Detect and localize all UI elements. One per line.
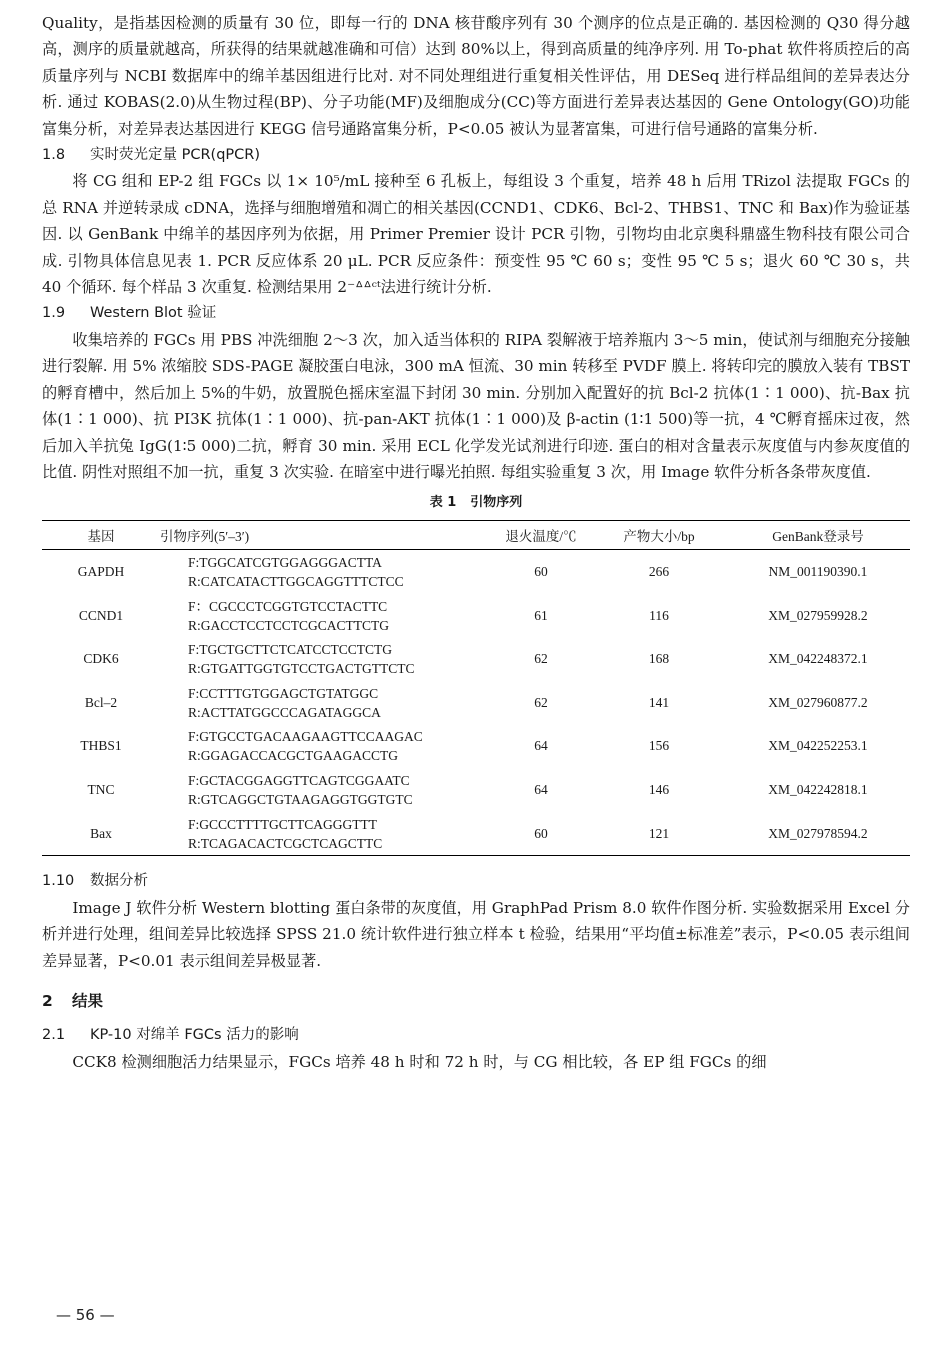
cell-accession: XM_042242818.1 bbox=[768, 782, 868, 798]
cell-size: 168 bbox=[648, 651, 670, 667]
section-1-8-paragraph: 将 CG 组和 EP-2 组 FGCs 以 1× 10⁵/mL 接种至 6 孔板上，每组设 3 个重复，培养 48 h 后用 TRizol 法提取 FGCs 的总 RNA 并逆转录成 cDNA，选择与细胞增殖和凋亡的相关基因(CCND1、CDK6、Bcl-2、THBS1、TNC 和 Bax)作为验证基因. 以 GenBank 中绵羊的基因序列为依据，用 Primer Premier 设计 PCR 引物，引物均由北京奥科鼎盛生物科技有限公司合成. 引物具体信息见表 1. PCR 反应体系 20 μL. PCR 反应条件：预变性 95 ℃ 60 s；变性 95 ℃ 5 s；退火 60 ℃ 30 s，共 40 个循环. 每个样品 3 次重复. 检测结果用 2⁻ᐞᐞᶜᵗ法进行统计分析. bbox=[42, 172, 910, 297]
cell-gene: Bax bbox=[42, 812, 160, 856]
cell-gene: THBS1 bbox=[80, 738, 122, 754]
reverse-primer: R:GTCAGGCTGTAAGAGGTGGTGTC bbox=[188, 792, 413, 808]
cell-accession: XM_027959928.2 bbox=[768, 607, 868, 623]
cell-gene: GAPDH bbox=[77, 564, 125, 580]
page-number: — 56 — bbox=[56, 1306, 115, 1324]
cell-accession: NM_001190390.1 bbox=[768, 564, 868, 580]
section-title: KP-10 对绵羊 FGCs 活力的影响 bbox=[90, 1027, 299, 1044]
table-caption bbox=[42, 491, 910, 510]
cell-temp: 64 bbox=[534, 782, 548, 798]
cell-temp: 60 bbox=[534, 564, 548, 580]
forward-primer: F：CGCCCTCGGTGTCCTACTTC bbox=[188, 598, 388, 614]
section-title: 数据分析 bbox=[90, 873, 148, 890]
cell-sequence bbox=[160, 725, 490, 769]
cell-gene: CDK6 bbox=[83, 651, 119, 667]
section-1-8-heading bbox=[42, 142, 910, 168]
cell-temp: 60 bbox=[490, 812, 592, 856]
reverse-primer: R:GACCTCCTCCTCGCACTTCTG bbox=[188, 617, 390, 633]
section-2-1-paragraph: CCK8 检测细胞活力结果显示，FGCs 培养 48 h 时和 72 h 时，与 CG 相比较，各 EP 组 FGCs 的细 bbox=[72, 1052, 767, 1071]
cell-size: 156 bbox=[648, 738, 670, 754]
header-sequence: 引物序列(5′–3′) bbox=[160, 521, 490, 550]
paper-page bbox=[42, 10, 910, 1075]
section-number: 2.1 bbox=[42, 1027, 66, 1044]
forward-primer: F:GCCCTTTTGCTTCAGGGTTT bbox=[188, 816, 377, 832]
cell-temp: 64 bbox=[534, 738, 548, 754]
primer-table bbox=[42, 520, 910, 856]
reverse-primer: R:GGAGACCACGCTGAAGACCTG bbox=[188, 748, 399, 764]
table-label: 表 1 bbox=[429, 495, 457, 511]
cell-temp: 61 bbox=[534, 607, 548, 623]
cell-temp: 62 bbox=[534, 694, 548, 710]
section-1-9-heading bbox=[42, 300, 910, 326]
section-1-10-heading bbox=[42, 868, 910, 894]
table-row bbox=[42, 725, 910, 769]
section-1-10-paragraph: Image J 软件分析 Western blotting 蛋白条带的灰度值，用 GraphPad Prism 8.0 软件作图分析. 实验数据采用 Excel 分析并进行处理，组间差异比较选择 SPSS 21.0 统计软件进行独立样本 t 检验，结果用“平均值±标准差”表示，P<0.05 表示组间差异显著，P<0.01 表示组间差异极显著. bbox=[42, 898, 910, 970]
header-annealing-temp: 退火温度/℃ bbox=[490, 521, 592, 550]
intro-paragraph: Quality，是指基因检测的质量有 30 位，即每一行的 DNA 核苷酸序列有 30 个测序的位点是正确的. 基因检测的 Q30 得分越高，测序的质量就越高，所获得的结果就越准确和可信）达到 80%以上，得到高质量的纯净序列. 用 To-phat 软件将质控后的高质量序列与 NCBI 数据库中的绵羊基因组进行比对. 对不同处理组进行重复相关性评估，用 DESeq 进行样品组间的差异表达分析. 通过 KOBAS(2.0)从生物过程(BP)、分子功能(MF)及细胞成分(CC)等方面进行差异表达基因的 Gene Ontology(GO)功能富集分析，对差异表达基因进行 KEGG 信号通路富集分析，P<0.05 被认为显著富集，可进行信号通路的富集分析. bbox=[42, 14, 910, 138]
cell-gene: TNC bbox=[87, 782, 115, 798]
reverse-primer: R:CATCATACTTGGCAGGTTTCTCC bbox=[188, 574, 404, 590]
cell-accession: XM_042252253.1 bbox=[768, 738, 868, 754]
section-title: 结果 bbox=[72, 992, 104, 1011]
cell-size: 266 bbox=[648, 564, 670, 580]
reverse-primer: R:ACTTATGGCCCAGATAGGCA bbox=[188, 704, 381, 720]
table-row bbox=[42, 638, 910, 682]
forward-primer: F:GTGCCTGACAAGAAGTTCCAAGAC bbox=[188, 729, 423, 745]
cell-sequence bbox=[160, 812, 490, 856]
reverse-primer: R:GTGATTGGTGTCCTGACTGTTCTC bbox=[188, 661, 415, 677]
section-2-heading bbox=[42, 988, 910, 1014]
forward-primer: F:TGGCATCGTGGAGGGACTTA bbox=[188, 555, 382, 571]
header-gene: 基因 bbox=[42, 521, 160, 550]
section-1-9-paragraph: 收集培养的 FGCs 用 PBS 冲洗细胞 2～3 次，加入适当体积的 RIPA 裂解液于培养瓶内 3～5 min，使试剂与细胞充分接触进行裂解. 用 5% 浓缩胶 SDS-PAGE 凝胶蛋白电泳，300 mA 恒流、30 min 转移至 PVDF 膜上. 将转印完的膜放入装有 TBST 的孵育槽中，然后加上 5%的牛奶，放置脱色摇床室温下封闭 30 min. 分别加入配置好的抗 Bcl-2 抗体(1∶1 000)、抗-Bax 抗体(1∶1 000)、抗 PI3K 抗体(1∶1 000)、抗-pan-AKT 抗体(1∶1 000)及 β-actin (1∶1 500)等一抗，4 ℃孵育摇床过夜，然后加入羊抗兔 IgG(1∶5 000)二抗，孵育 30 min. 采用 ECL 化学发光试剂进行印迹. 蛋白的相对含量表示灰度值与内参灰度值的比值. 阴性对照组不加一抗，重复 3 次实验. 在暗室中进行曝光拍照. 每组实验重复 3 次，用 Image 软件分析各条带灰度值. bbox=[42, 330, 910, 481]
forward-primer: F:GCTACGGAGGTTCAGTCGGAATC bbox=[188, 773, 410, 789]
table-row bbox=[42, 768, 910, 812]
header-product-size: 产物大小/bp bbox=[592, 521, 726, 550]
section-2-1-heading bbox=[42, 1022, 910, 1048]
cell-sequence bbox=[160, 594, 490, 638]
table-row bbox=[42, 681, 910, 725]
forward-primer: F:CCTTTGTGGAGCTGTATGGC bbox=[188, 685, 379, 701]
forward-primer: F:TGCTGCTTCTCATCCTCCTCTG bbox=[188, 642, 393, 658]
cell-temp: 62 bbox=[534, 651, 548, 667]
cell-sequence bbox=[160, 550, 490, 594]
section-number: 2 bbox=[42, 992, 53, 1011]
cell-size: 116 bbox=[649, 607, 669, 623]
section-number: 1.8 bbox=[42, 147, 66, 164]
section-number: 1.9 bbox=[42, 305, 66, 322]
cell-sequence bbox=[160, 681, 490, 725]
table-title: 引物序列 bbox=[470, 495, 523, 511]
table-row bbox=[42, 812, 910, 856]
section-title: Western Blot 验证 bbox=[90, 305, 217, 322]
section-number: 1.10 bbox=[42, 873, 75, 890]
cell-size: 121 bbox=[592, 812, 726, 856]
table-row bbox=[42, 594, 910, 638]
table-header-row bbox=[42, 521, 910, 550]
cell-gene: Bcl–2 bbox=[84, 694, 118, 710]
cell-size: 141 bbox=[648, 694, 670, 710]
table-row bbox=[42, 550, 910, 594]
cell-sequence bbox=[160, 768, 490, 812]
cell-accession: XM_042248372.1 bbox=[768, 651, 868, 667]
reverse-primer: R:TCAGACACTCGCTCAGCTTC bbox=[188, 835, 383, 851]
cell-sequence bbox=[160, 638, 490, 682]
cell-size: 146 bbox=[648, 782, 670, 798]
cell-accession: XM_027960877.2 bbox=[768, 694, 868, 710]
section-title: 实时荧光定量 PCR(qPCR) bbox=[90, 147, 261, 164]
cell-accession: XM_027978594.2 bbox=[726, 812, 910, 856]
cell-gene: CCND1 bbox=[78, 607, 124, 623]
header-genbank: GenBank登录号 bbox=[726, 521, 910, 550]
